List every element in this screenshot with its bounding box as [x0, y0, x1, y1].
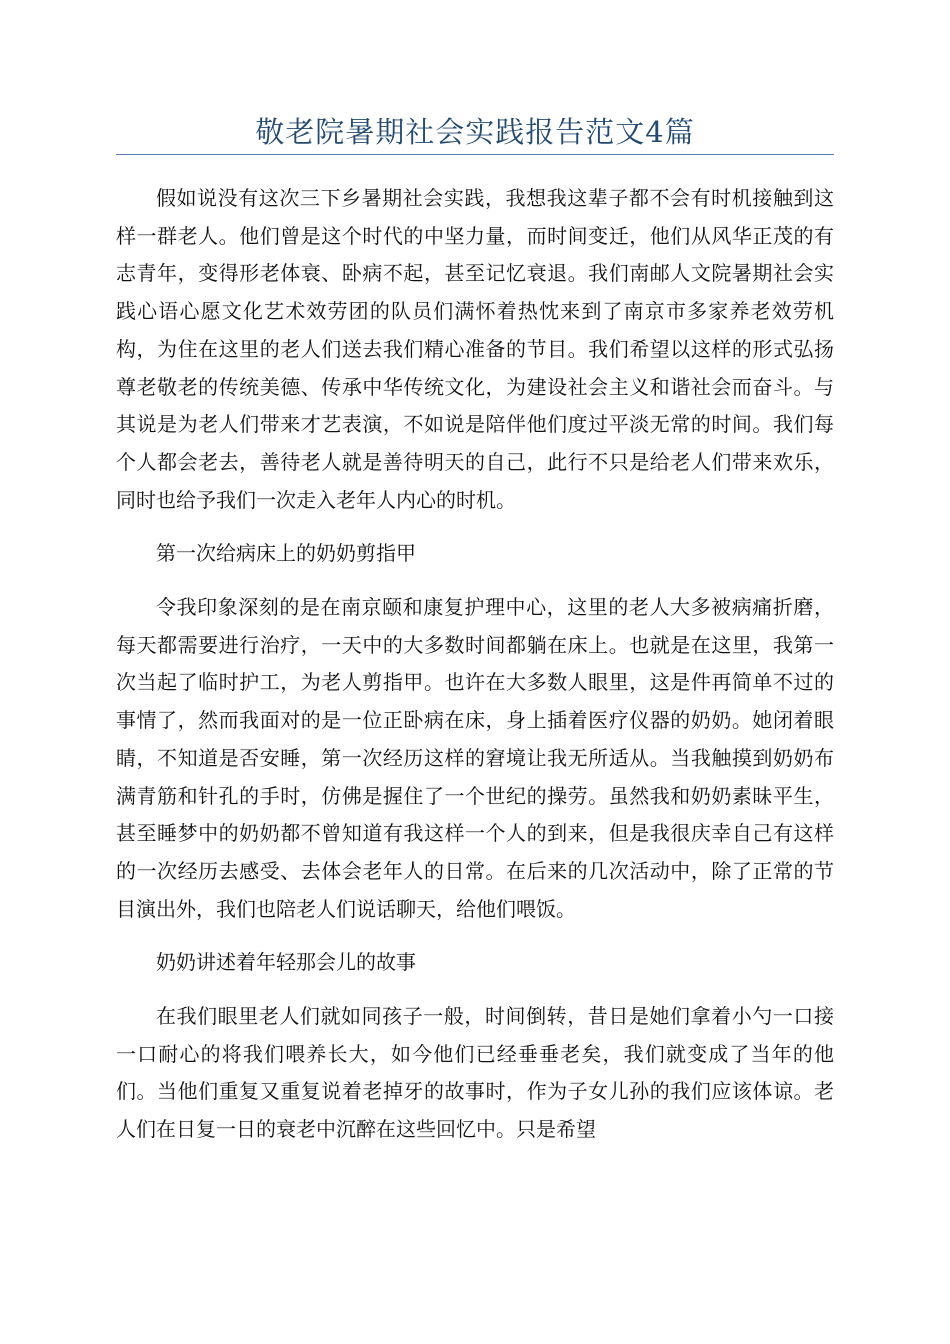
paragraph-intro: 假如说没有这次三下乡暑期社会实践，我想我这辈子都不会有时机接触到这样一群老人。他们曾是这个时代的中坚力量，而时间变迁，他们从风华正茂的有志青年，变得形老体衰、卧病不起，甚至记忆衰退。我们南邮人文院暑期社会实践心语心愿文化艺术效劳团的队员们满怀着热忱来到了南京市多家养老效劳机构，为住在这里的老人们送去我们精心准备的节目。我们希望以这样的形式弘扬尊老敬老的传统美德、传承中华传统文化，为建设社会主义和谐社会而奋斗。与其说是为老人们带来才艺表演，不如说是陪伴他们度过平淡无常的时间。我们每个人都会老去，善待老人就是善待明天的自己，此行不只是给老人们带来欢乐，同时也给予我们一次走入老年人内心的时机。: [116, 186, 834, 512]
section-heading-2: 奶奶讲述着年轻那会儿的故事: [156, 950, 416, 975]
section-heading-1: 第一次给病床上的奶奶剪指甲: [156, 541, 416, 566]
title-underline: [116, 154, 834, 155]
paragraph-section-1: 令我印象深刻的是在南京颐和康复护理中心，这里的老人大多被病痛折磨，每天都需要进行治疗，一天中的大多数时间都躺在床上。也就是在这里，我第一次当起了临时护工，为老人剪指甲。也许在大多数人眼里，这是件再简单不过的事情了，然而我面对的是一位正卧病在床，身上插着医疗仪器的奶奶。她闭着眼睛，不知道是否安睡，第一次经历这样的窘境让我无所适从。当我触摸到奶奶布满青筋和针孔的手时，仿佛是握住了一个世纪的操劳。虽然我和奶奶素昧平生，甚至睡梦中的奶奶都不曾知道有我这样一个人的到来，但是我很庆幸自己有这样的一次经历去感受、去体会老年人的日常。在后来的几次活动中，除了正常的节目演出外，我们也陪老人们说话聊天，给他们喂饭。: [116, 595, 834, 921]
paragraph-section-2: 在我们眼里老人们就如同孩子一般，时间倒转，昔日是她们拿着小勺一口接一口耐心的将我们喂养长大，如今他们已经垂垂老矣，我们就变成了当年的他们。当他们重复又重复说着老掉牙的故事时，作为子女儿孙的我们应该体谅。老人们在日复一日的衰老中沉醉在这些回忆中。只是希望: [116, 1004, 834, 1142]
document-title: 敬老院暑期社会实践报告范文4篇: [255, 115, 695, 149]
document-body: [116, 180, 834, 1149]
